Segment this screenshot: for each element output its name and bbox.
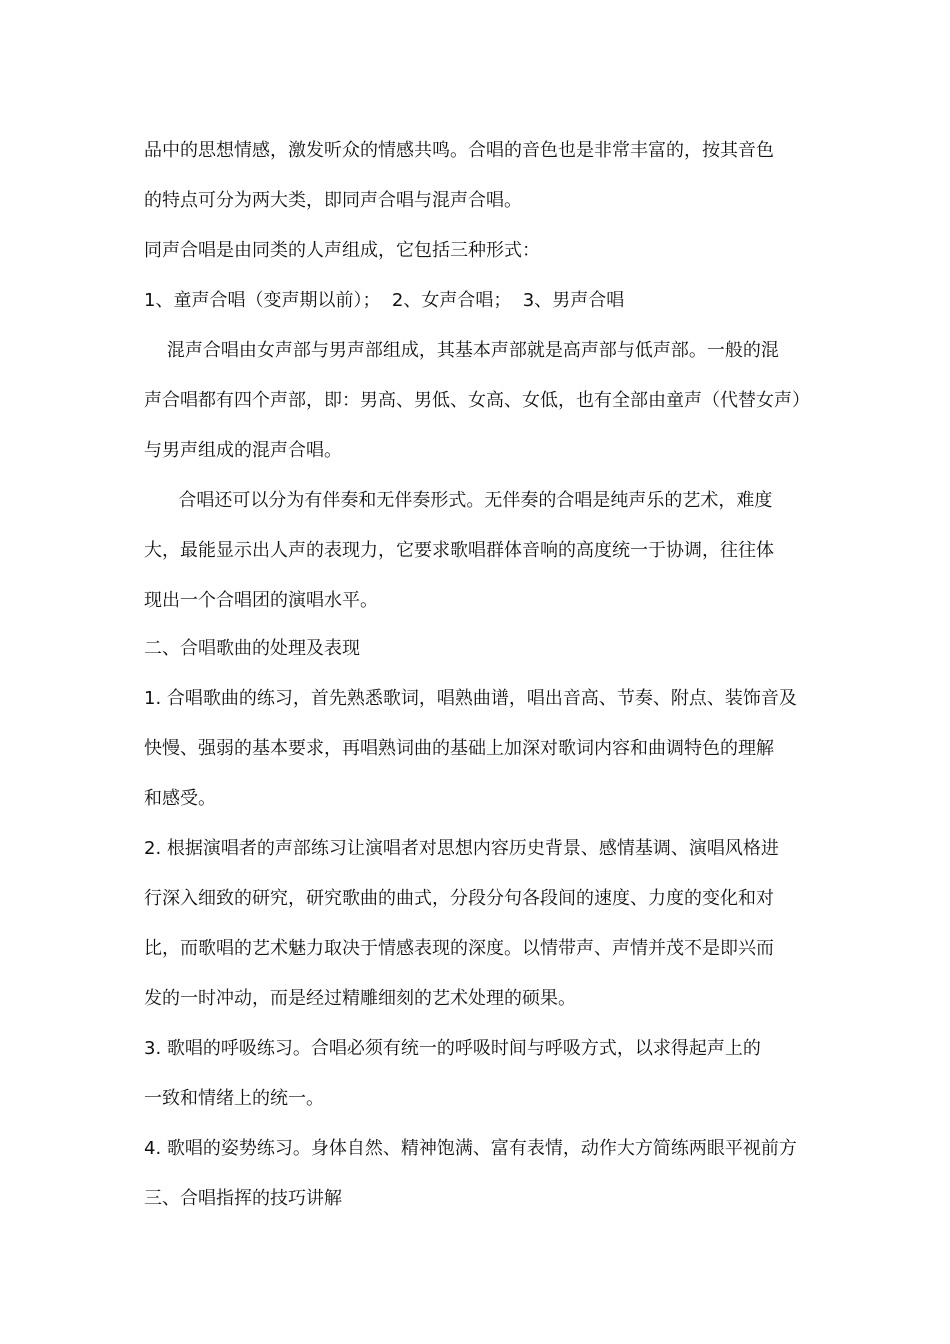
paragraph-line: 现出一个合唱团的演唱水平。 [144, 590, 378, 611]
heading-middle: 歌 [216, 638, 234, 659]
list-item-line: 2. 根据演唱者的声部练习让演唱者对思想内容历史背景、感情基调、演唱风格进 [144, 838, 779, 859]
list-item-line: 1. 合唱歌曲的练习，首先熟悉歌词，唱熟曲谱，唱出音高、节奏、附点、装饰音及 [144, 688, 797, 709]
paragraph-line: 声合唱都有四个声部，即：男高、男低、女高、女低，也有全部由童声（代替女声） [144, 390, 810, 411]
list-item-line: 快慢、强弱的基本要求，再唱熟词曲的基础上加深对歌词内容和曲调特色的理解 [144, 738, 774, 759]
paragraph-line: 大，最能显示出人声的表现力，它要求歌唱群体音响的高度统一于协调，往往体 [144, 540, 774, 561]
list-item-line: 发的一时冲动，而是经过精雕细刻的艺术处理的硕果。 [144, 988, 576, 1009]
list-item-line: 3. 歌唱的呼吸练习。合唱必须有统一的呼吸时间与呼吸方式，以求得起声上的 [144, 1038, 761, 1059]
paragraph-line: 的特点可分为两大类，即同声合唱与混声合唱。 [144, 190, 522, 211]
paragraph-line: 合唱还可以分为有伴奏和无伴奏形式。无伴奏的合唱是纯声乐的艺术，难度 [144, 490, 773, 511]
paragraph-line: 同声合唱是由同类的人声组成，它包括三种形式： [144, 240, 540, 261]
list-item-line: 4. 歌唱的姿势练习。身体自然、精神饱满、富有表情，动作大方简练两眼平视前方 [144, 1138, 797, 1159]
paragraph-line: 混声合唱由女声部与男声部组成，其基本声部就是高声部与低声部。一般的混 [144, 340, 779, 361]
heading-suffix: 的处理及表现 [252, 638, 360, 659]
paragraph-line: 品中的思想情感，激发听众的情感共鸣。合唱的音色也是非常丰富的，按其音色 [144, 140, 774, 161]
section-heading-3: 三、合唱指挥的技巧讲解 [144, 1188, 342, 1209]
list-item-line: 一致和情绪上的统一。 [144, 1088, 324, 1109]
heading-serif-part: 曲 [234, 638, 252, 659]
list-item-line: 比，而歌唱的艺术魅力取决于情感表现的深度。以情带声、声情并茂不是即兴而 [144, 938, 774, 959]
list-line: 1、童声合唱（变声期以前）； 2、女声合唱； 3、男声合唱 [144, 290, 625, 311]
section-heading-2 [144, 636, 814, 662]
heading-prefix: 二、 [144, 638, 180, 659]
list-item-line: 行深入细致的研究，研究歌曲的曲式，分段分句各段间的速度、力度的变化和对 [144, 888, 774, 909]
paragraph-line: 与男声组成的混声合唱。 [144, 440, 342, 461]
heading-serif-part: 合唱 [180, 638, 216, 659]
list-item-line: 和感受。 [144, 788, 216, 809]
